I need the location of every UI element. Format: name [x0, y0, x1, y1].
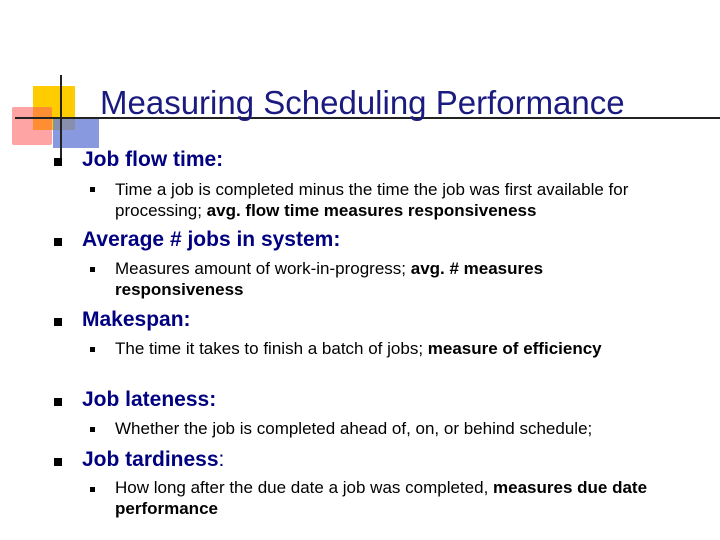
- sub-bullet-square-icon: [90, 187, 95, 192]
- section-heading: Job tardiness:: [82, 448, 225, 471]
- section-heading: Job lateness:: [82, 388, 217, 411]
- decor-red-square: [12, 107, 52, 145]
- bullet-square-icon: [54, 398, 62, 406]
- sub-bullet-square-icon: [90, 267, 95, 272]
- section-description: Whether the job is completed ahead of, on, or behind schedule;: [115, 419, 593, 438]
- section-heading: Average # jobs in system:: [82, 228, 341, 251]
- section-description: Measures amount of work-in-progress; avg. # measures responsiveness: [115, 259, 544, 299]
- sub-bullet-square-icon: [90, 427, 95, 432]
- section-description: How long after the due date a job was completed, measures due date performance: [115, 478, 648, 518]
- section-description: Time a job is completed minus the time the job was first available for processing; avg. flow time measures responsiveness: [115, 180, 629, 220]
- slide-title: Measuring Scheduling Performance: [100, 84, 625, 121]
- bullet-square-icon: [54, 158, 62, 166]
- sub-bullet-square-icon: [90, 487, 95, 492]
- bullet-square-icon: [54, 238, 62, 246]
- section-heading: Makespan:: [82, 308, 191, 331]
- bullet-square-icon: [54, 458, 62, 466]
- bullet-square-icon: [54, 318, 62, 326]
- section-description: The time it takes to finish a batch of jobs; measure of efficiency: [115, 339, 602, 358]
- section-heading: Job flow time:: [82, 148, 224, 171]
- sub-bullet-square-icon: [90, 347, 95, 352]
